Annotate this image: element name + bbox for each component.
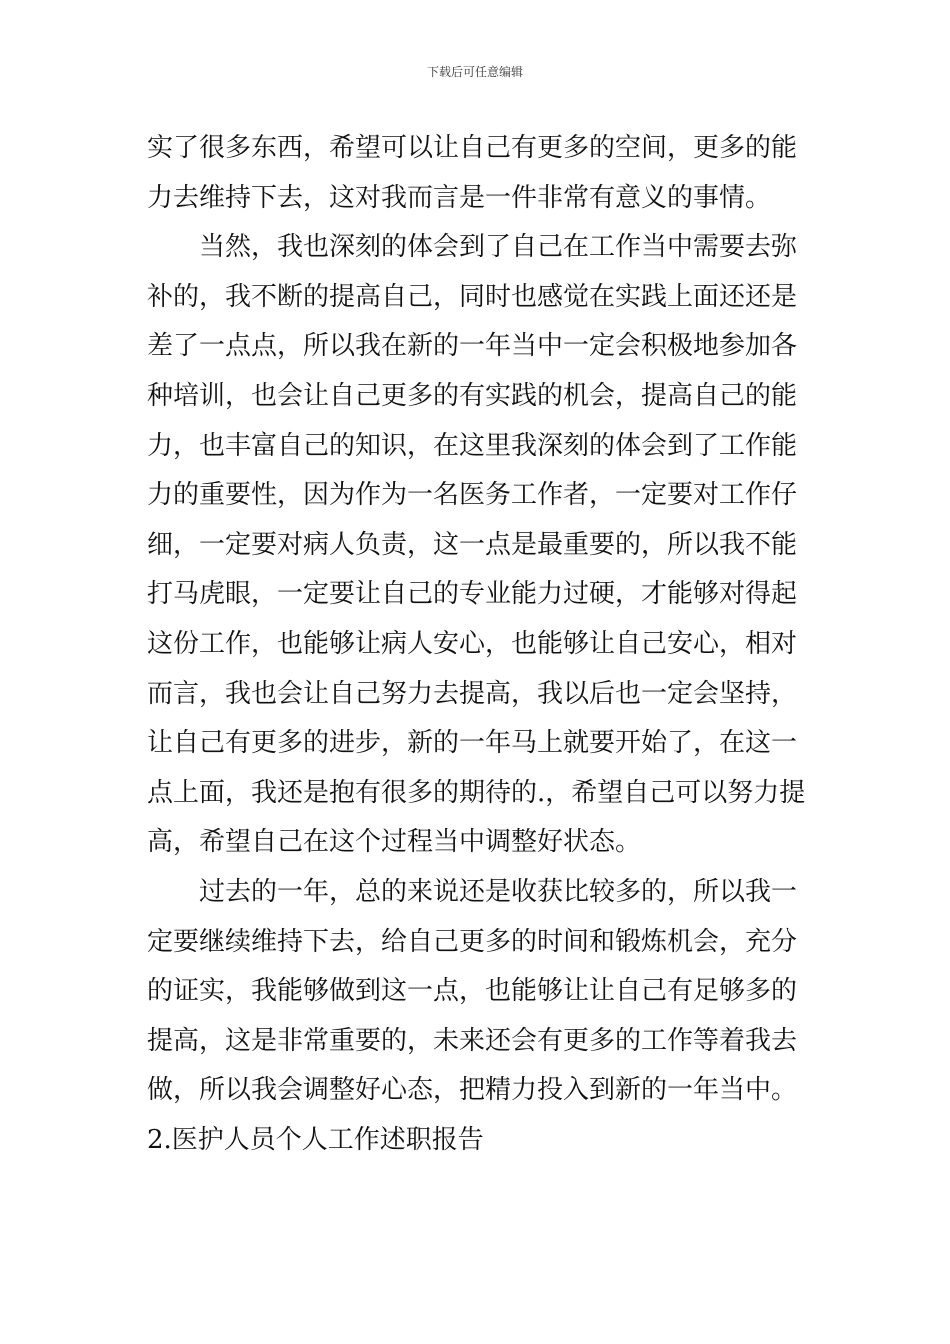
paragraph-line: 的证实，我能够做到这一点，也能够让让自己有足够多的	[147, 976, 798, 1007]
document-body	[147, 124, 812, 1165]
paragraph-line: 细，一定要对病人负责，这一点是最重要的，所以我不能	[147, 529, 798, 560]
paragraph-line: 种培训，也会让自己更多的有实践的机会，提高自己的能	[147, 380, 798, 411]
paragraph-line: 打马虎眼，一定要让自己的专业能力过硬，才能够对得起	[147, 579, 798, 610]
page-header: 下载后可任意编辑	[426, 65, 523, 79]
paragraph-line: 定要继续维持下去，给自己更多的时间和锻炼机会，充分	[147, 926, 798, 957]
paragraph-line: 这份工作，也能够让病人安心，也能够让自己安心，相对	[147, 628, 798, 659]
paragraph-line: 过去的一年，总的来说还是收获比较多的，所以我一	[199, 876, 798, 907]
paragraph-line: 当然，我也深刻的体会到了自己在工作当中需要去弥	[199, 232, 798, 263]
paragraph-line: 力，也丰富自己的知识，在这里我深刻的体会到了工作能	[147, 430, 798, 461]
paragraph-line: 实了很多东西，希望可以让自己有更多的空间，更多的能	[147, 133, 798, 163]
paragraph-line: 提高，这是非常重要的，未来还会有更多的工作等着我去	[147, 1025, 798, 1056]
section-heading: 2.医护人员个人工作述职报告	[147, 1124, 484, 1155]
paragraph-line: 高，希望自己在这个过程当中调整好状态。	[147, 827, 642, 858]
paragraph-line: 力去维持下去，这对我而言是一件非常有意义的事情。	[147, 182, 772, 213]
paragraph-line: 点上面，我还是抱有很多的期待的.，希望自己可以努力提	[147, 777, 806, 808]
paragraph-line: 让自己有更多的进步，新的一年马上就要开始了，在这一	[147, 728, 798, 759]
paragraph-line: 差了一点点，所以我在新的一年当中一定会积极地参加各	[147, 331, 798, 362]
paragraph-line: 补的，我不断的提高自己，同时也感觉在实践上面还还是	[147, 281, 798, 312]
paragraph-line: 而言，我也会让自己努力去提高，我以后也一定会坚持，	[147, 678, 798, 709]
paragraph-line: 力的重要性，因为作为一名医务工作者，一定要对工作仔	[147, 480, 798, 511]
paragraph-line: 做，所以我会调整好心态，把精力投入到新的一年当中。	[147, 1075, 798, 1106]
